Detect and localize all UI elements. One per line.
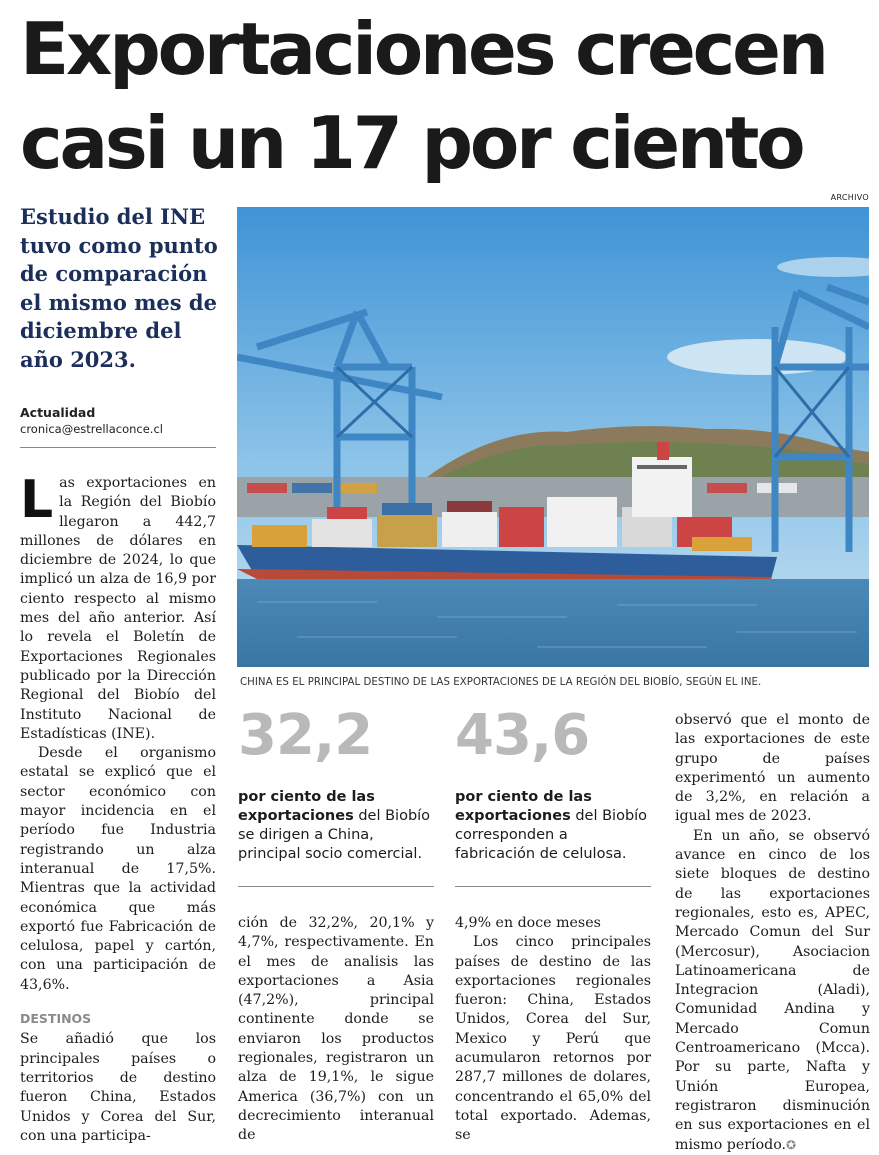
article-photo: [237, 207, 869, 667]
body-column-3: [455, 914, 651, 1146]
stat-label-bold: por ciento de las exportaciones: [455, 789, 592, 824]
end-of-article-icon: ✪: [786, 1137, 797, 1152]
paragraph-5: 4,9% en doce meses: [455, 915, 601, 931]
stat-number: 32,2: [238, 703, 373, 768]
paragraph-1: as exportaciones en la Región del Biobío llegaron a 442,7 millones de dólares en diciembre de 2024, lo que implicó un alza de 16,9 por ciento respecto al mismo mes del año anterior. Así lo revela el Boletín de Exportaciones Regionales publicado por la Dirección Regional del Biobío del Instituto Nacional de Estadísticas (INE).: [20, 475, 216, 742]
photo-credit: ARCHIVO: [830, 193, 869, 202]
deck-subtitle: Estudio del INE tuvo como punto de comparación el mismo mes de diciembre del año 2023.: [20, 204, 218, 372]
drop-cap: L: [20, 470, 54, 530]
photo-caption: CHINA ES EL PRINCIPAL DESTINO DE LAS EXPORTACIONES DE LA REGIÓN DEL BIOBÍO, SEGÚN EL INE.: [240, 677, 762, 688]
stat-label: [238, 788, 434, 864]
body-column-4: [675, 711, 870, 1155]
paragraph-2: Desde el organismo estatal se explicó que el sector económico con mayor incidencia en el período fue Industria registrando un alza interanual de 17,5%. Mientras que la actividad económica que más exportó fue Fabricación de celulosa, papel y cartón, con una participación de 43,6%.: [20, 745, 216, 993]
paragraph-4: ción de 32,2%, 20,1% y 4,7%, respectivamente. En el mes de analisis las exportaciones a Asia (47,2%), principal continente donde se enviaron los productos regionales, registraron un alza de 19,1%, le sigue America (36,7%) con un decrecimiento interanual de: [238, 915, 434, 1144]
headline-line-1: Exportaciones crecen: [20, 7, 826, 91]
paragraph-6: Los cinco principales países de destino de las exportaciones regionales fueron: China, Estados Unidos, Corea del Sur, Mexico y Perú que acumularon retornos por 287,7 millones de dolares, concentrando el 65,0% del total exportado. Ademas, se: [455, 934, 651, 1144]
paragraph-8: En un año, se observó avance en cinco de los siete bloques de destino de las exportaciones regionales, esto es, APEC, Mercado Comun del Sur (Mercosur), Asociacion Latinoamericana de Integracion (Aladi), Comunidad Andina y Mercado Comun Centroamericano (Mcca). Por su parte, Nafta y Unión Europea, registraron disminución en sus exportaciones en el mismo período.: [675, 827, 870, 1153]
headline-line-2: casi un 17 por ciento: [20, 101, 803, 185]
body-column-2: [238, 914, 434, 1146]
paragraph-3: Se añadió que los principales países o territorios de destino fueron China, Estados Unidos y Corea del Sur, con una participa-: [20, 1031, 216, 1144]
byline-section: Actualidad: [20, 405, 96, 420]
stat-label-text: del Biobío se dirigen a China, principal socio comercial.: [238, 808, 431, 862]
stat-divider: [238, 886, 434, 887]
byline-divider: [20, 447, 216, 448]
stat-box-celulosa: [455, 704, 651, 864]
stat-number: 43,6: [455, 703, 590, 768]
body-column-1: [20, 470, 216, 1146]
stat-divider: [455, 886, 651, 887]
subhead-destinos: DESTINOS: [20, 1011, 92, 1027]
paragraph-7: observó que el monto de las exportaciones de este grupo de países experimentó un aumento de 3,2%, en relación a igual mes de 2023.: [675, 712, 870, 825]
stat-label: [455, 788, 651, 864]
stat-label-bold: por ciento de las exportaciones: [238, 789, 375, 824]
stat-label-text: del Biobío corresponden a fabricación de celulosa.: [455, 808, 648, 862]
headline: [20, 2, 870, 190]
stat-box-china: [238, 704, 434, 864]
byline-email: cronica@estrellaconce.cl: [20, 422, 163, 436]
